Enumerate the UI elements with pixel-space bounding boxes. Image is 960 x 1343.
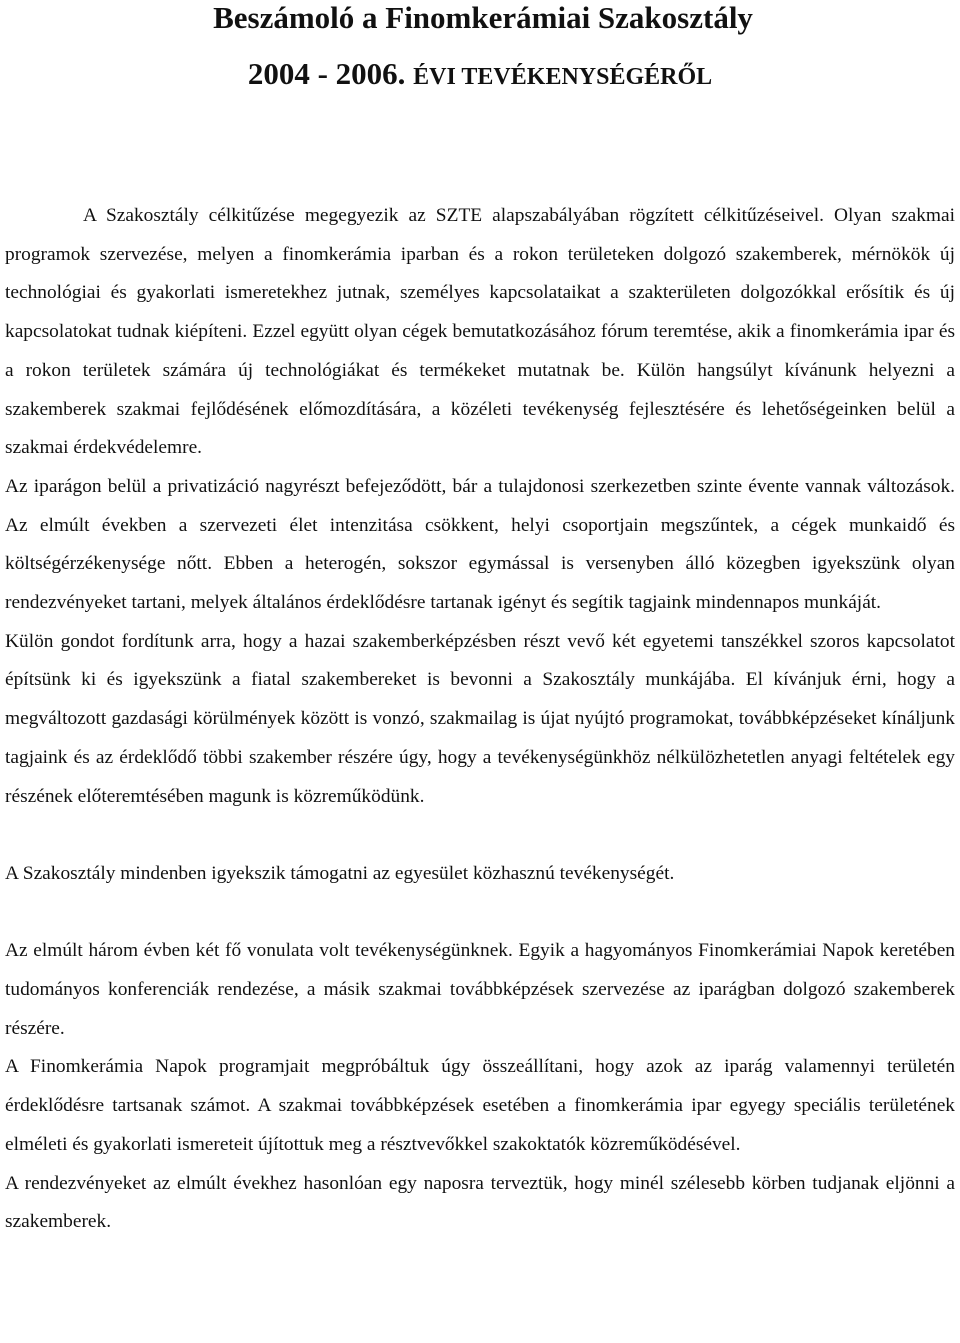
document-title: Beszámoló a Finomkerámiai Szakosztály (213, 0, 753, 35)
paragraph-education: Külön gondot fordítunk arra, hogy a hazai szakemberképzésben részt vevő két egyetemi tanszékkel szoros kapcsolatot építsünk ki és igyekszünk a fiatal szakembereket is bevonni a Szakosztály munkájába. El kívánjuk érni, hogy a megváltozott gazdasági körülmények között is vonzó, szakmailag is újat nyújtó programokat, továbbképzéseket kínáljunk tagjaink és az érdeklődő többi szakember részére úgy, hogy a tevékenységünkhöz nélkülözhetetlen anyagi feltételek egy részének előteremtésében magunk is közreműködünk. (5, 630, 955, 807)
subtitle-text: ÉVI TEVÉKENYSÉGÉRŐL (413, 64, 713, 90)
paragraph-goals: A Szakosztály célkitűzése megegyezik az SZTE alapszabályában rögzített célkitűzéseivel. Olyan szakmai programok szervezése, melyen a finomkerámia iparban és a rokon területeken dolgozó szakemberek, mérnökök új technológiai és gyakorlati ismeretekhez jutnak, személyes kapcsolataikat a szakterületen dolgozókkal erősítik és új kapcsolatokat tudnak kiépíteni. Ezzel együtt olyan cégek bemutatkozásához fórum teremtése, akik a finomkerámia ipar és a rokon területek számára új technológiákat és termékeket mutatnak be. Külön hangsúlyt kívánunk helyezni a szakemberek szakmai fejlődésének előmozdítására, a közéleti tevékenység fejlesztésére és lehetőségeinken belül a szakmai érdekvédelemre. (5, 205, 955, 459)
paragraph-industry: Az iparágon belül a privatizáció nagyrészt befejeződött, bár a tulajdonosi szerkezetben szinte évente vannak változások. Az elmúlt években a szervezeti élet intenzitása csökkent, helyi csoportjain megszűntek, a cégek munkaidő és költségérzékenysége nőtt. Ebben a heterogén, sokszor egymással is versenyben álló közegben igyekszünk olyan rendezvényeket tartani, melyek általános érdeklődésre tartanak igényt és segítik tagjaink mindennapos munkáját. (5, 475, 955, 614)
paragraph-activities: Az elmúlt három évben két fő vonulata volt tevékenységünknek. Egyik a hagyományos Finomkerámiai Napok keretében tudományos konferenciák rendezése, a másik szakmai továbbképzések szervezése az iparágban dolgozó szakemberek részére. (5, 940, 955, 1039)
subtitle-years: 2004 - 2006. (247, 56, 406, 91)
paragraph-support: A Szakosztály mindenben igyekszik támogatni az egyesület közhasznú tevékenységét. (5, 862, 675, 884)
document-subtitle (5, 56, 955, 95)
document-page (5, 0, 955, 1242)
paragraph-programs: A Finomkerámia Napok programjait megpróbáltuk úgy összeállítani, hogy azok az iparág valamennyi területén érdeklődésre tartsanak számot. A szakmai továbbképzések esetében a finomkerámia ipar egyegy speciális területének elméleti és gyakorlati ismereteit újítottuk meg a résztvevőkkel szakoktatók közreműködésével. (5, 1056, 955, 1155)
paragraph-events: A rendezvényeket az elmúlt évekhez hasonlóan egy naposra terveztük, hogy minél szélesebb körben tudjanak eljönni a szakemberek. (5, 1172, 955, 1233)
